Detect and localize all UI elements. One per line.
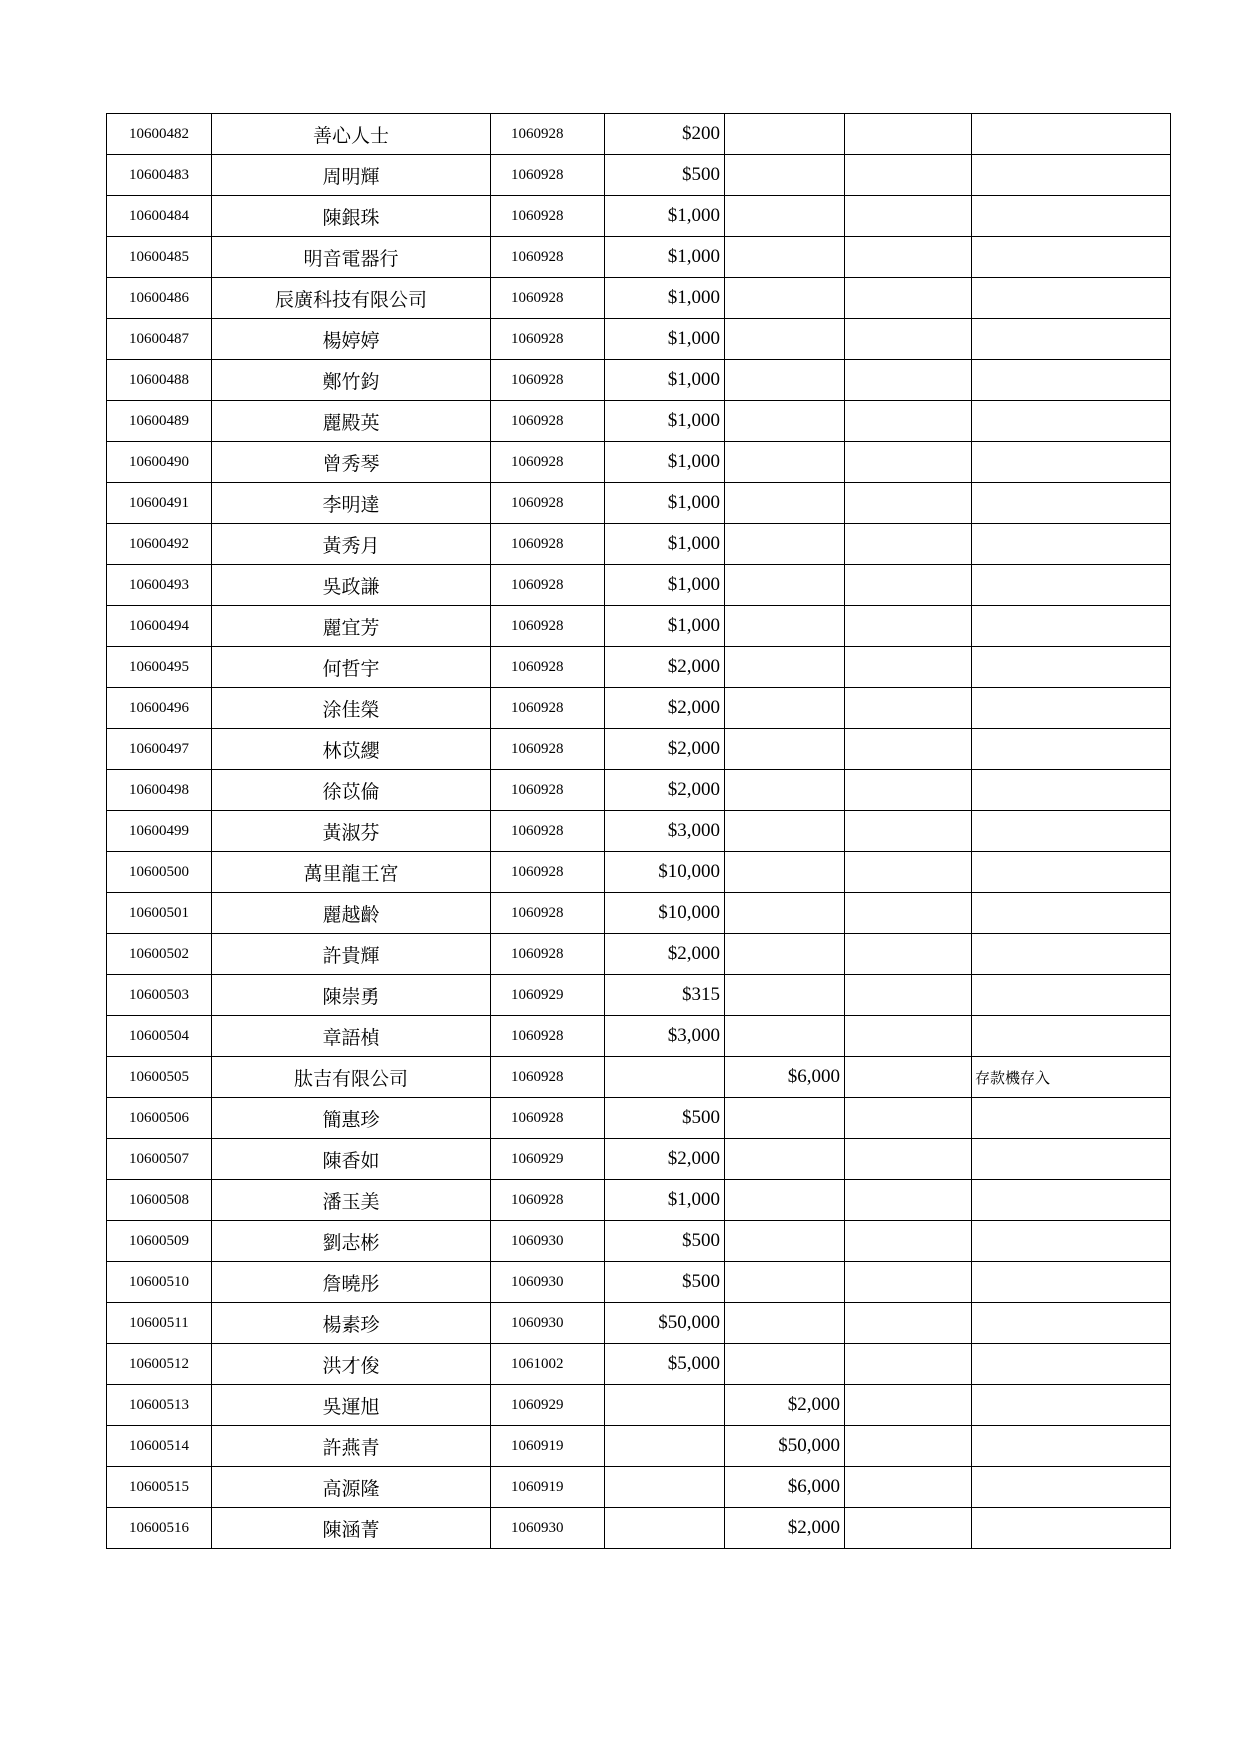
empty-cell bbox=[845, 1057, 972, 1098]
donor-name: 曾秀琴 bbox=[212, 442, 491, 483]
donation-date: 1060928 bbox=[491, 770, 605, 811]
donor-name: 章語楨 bbox=[212, 1016, 491, 1057]
empty-cell bbox=[845, 1344, 972, 1385]
donation-date: 1060928 bbox=[491, 278, 605, 319]
receipt-id: 10600506 bbox=[107, 1098, 212, 1139]
donation-date: 1060928 bbox=[491, 196, 605, 237]
table-row bbox=[107, 483, 1171, 524]
empty-cell bbox=[845, 934, 972, 975]
table-row bbox=[107, 565, 1171, 606]
donor-name: 麗殿英 bbox=[212, 401, 491, 442]
table-row bbox=[107, 1139, 1171, 1180]
table-row bbox=[107, 1385, 1171, 1426]
receipt-id: 10600487 bbox=[107, 319, 212, 360]
amount: $1,000 bbox=[605, 401, 725, 442]
amount-alt bbox=[725, 483, 845, 524]
receipt-id: 10600508 bbox=[107, 1180, 212, 1221]
donor-name: 楊婷婷 bbox=[212, 319, 491, 360]
amount-alt: $2,000 bbox=[725, 1508, 845, 1549]
table-row bbox=[107, 934, 1171, 975]
receipt-id: 10600486 bbox=[107, 278, 212, 319]
amount: $1,000 bbox=[605, 565, 725, 606]
note bbox=[972, 1262, 1171, 1303]
donor-name: 麗宜芳 bbox=[212, 606, 491, 647]
donation-date: 1060928 bbox=[491, 360, 605, 401]
donation-date: 1060928 bbox=[491, 811, 605, 852]
amount-alt bbox=[725, 852, 845, 893]
amount-alt bbox=[725, 114, 845, 155]
donation-date: 1060928 bbox=[491, 565, 605, 606]
empty-cell bbox=[845, 975, 972, 1016]
amount-alt bbox=[725, 729, 845, 770]
donation-table-body bbox=[107, 114, 1171, 1549]
empty-cell bbox=[845, 1426, 972, 1467]
donation-date: 1060928 bbox=[491, 893, 605, 934]
note bbox=[972, 975, 1171, 1016]
amount bbox=[605, 1467, 725, 1508]
receipt-id: 10600512 bbox=[107, 1344, 212, 1385]
receipt-id: 10600500 bbox=[107, 852, 212, 893]
receipt-id: 10600499 bbox=[107, 811, 212, 852]
empty-cell bbox=[845, 1467, 972, 1508]
amount: $2,000 bbox=[605, 934, 725, 975]
note bbox=[972, 688, 1171, 729]
note bbox=[972, 1139, 1171, 1180]
amount-alt bbox=[725, 565, 845, 606]
amount-alt bbox=[725, 1098, 845, 1139]
note bbox=[972, 1180, 1171, 1221]
empty-cell bbox=[845, 483, 972, 524]
note bbox=[972, 114, 1171, 155]
table-row bbox=[107, 319, 1171, 360]
donor-name: 李明達 bbox=[212, 483, 491, 524]
receipt-id: 10600504 bbox=[107, 1016, 212, 1057]
receipt-id: 10600490 bbox=[107, 442, 212, 483]
donor-name: 許貴輝 bbox=[212, 934, 491, 975]
receipt-id: 10600515 bbox=[107, 1467, 212, 1508]
donation-date: 1060928 bbox=[491, 155, 605, 196]
empty-cell bbox=[845, 1385, 972, 1426]
table-row bbox=[107, 196, 1171, 237]
donor-name: 吳運旭 bbox=[212, 1385, 491, 1426]
amount: $1,000 bbox=[605, 442, 725, 483]
empty-cell bbox=[845, 237, 972, 278]
empty-cell bbox=[845, 893, 972, 934]
donation-date: 1060928 bbox=[491, 606, 605, 647]
receipt-id: 10600509 bbox=[107, 1221, 212, 1262]
note bbox=[972, 770, 1171, 811]
amount-alt: $6,000 bbox=[725, 1057, 845, 1098]
empty-cell bbox=[845, 1508, 972, 1549]
amount: $5,000 bbox=[605, 1344, 725, 1385]
table-row bbox=[107, 524, 1171, 565]
donor-name: 善心人士 bbox=[212, 114, 491, 155]
amount: $50,000 bbox=[605, 1303, 725, 1344]
donor-name: 何哲宇 bbox=[212, 647, 491, 688]
donation-date: 1060928 bbox=[491, 934, 605, 975]
note bbox=[972, 442, 1171, 483]
donation-date: 1060928 bbox=[491, 688, 605, 729]
note bbox=[972, 606, 1171, 647]
receipt-id: 10600502 bbox=[107, 934, 212, 975]
donation-date: 1060928 bbox=[491, 1057, 605, 1098]
table-row bbox=[107, 811, 1171, 852]
empty-cell bbox=[845, 196, 972, 237]
table-row bbox=[107, 1057, 1171, 1098]
note bbox=[972, 1344, 1171, 1385]
empty-cell bbox=[845, 811, 972, 852]
note bbox=[972, 360, 1171, 401]
donor-name: 辰廣科技有限公司 bbox=[212, 278, 491, 319]
receipt-id: 10600505 bbox=[107, 1057, 212, 1098]
donor-name: 許燕青 bbox=[212, 1426, 491, 1467]
empty-cell bbox=[845, 155, 972, 196]
amount: $10,000 bbox=[605, 852, 725, 893]
empty-cell bbox=[845, 1098, 972, 1139]
table-row bbox=[107, 1508, 1171, 1549]
amount-alt bbox=[725, 360, 845, 401]
donation-date: 1060930 bbox=[491, 1221, 605, 1262]
donation-date: 1060928 bbox=[491, 319, 605, 360]
note bbox=[972, 852, 1171, 893]
note: 存款機存入 bbox=[972, 1057, 1171, 1098]
amount: $500 bbox=[605, 155, 725, 196]
donor-name: 黃秀月 bbox=[212, 524, 491, 565]
receipt-id: 10600507 bbox=[107, 1139, 212, 1180]
receipt-id: 10600514 bbox=[107, 1426, 212, 1467]
table-row bbox=[107, 729, 1171, 770]
donor-name: 潘玉美 bbox=[212, 1180, 491, 1221]
amount: $500 bbox=[605, 1221, 725, 1262]
donation-date: 1061002 bbox=[491, 1344, 605, 1385]
note bbox=[972, 1221, 1171, 1262]
amount bbox=[605, 1385, 725, 1426]
table-row bbox=[107, 278, 1171, 319]
donation-date: 1060928 bbox=[491, 647, 605, 688]
amount-alt bbox=[725, 155, 845, 196]
empty-cell bbox=[845, 647, 972, 688]
donor-name: 肽吉有限公司 bbox=[212, 1057, 491, 1098]
amount-alt bbox=[725, 1139, 845, 1180]
receipt-id: 10600496 bbox=[107, 688, 212, 729]
empty-cell bbox=[845, 1303, 972, 1344]
empty-cell bbox=[845, 360, 972, 401]
amount-alt bbox=[725, 975, 845, 1016]
donation-table bbox=[106, 113, 1171, 1549]
receipt-id: 10600516 bbox=[107, 1508, 212, 1549]
amount bbox=[605, 1426, 725, 1467]
note bbox=[972, 1016, 1171, 1057]
amount-alt bbox=[725, 1016, 845, 1057]
table-row bbox=[107, 1221, 1171, 1262]
donor-name: 明音電器行 bbox=[212, 237, 491, 278]
receipt-id: 10600501 bbox=[107, 893, 212, 934]
table-row bbox=[107, 237, 1171, 278]
amount: $1,000 bbox=[605, 196, 725, 237]
donation-date: 1060929 bbox=[491, 1385, 605, 1426]
receipt-id: 10600494 bbox=[107, 606, 212, 647]
note bbox=[972, 196, 1171, 237]
donor-name: 涂佳榮 bbox=[212, 688, 491, 729]
amount-alt bbox=[725, 319, 845, 360]
table-row bbox=[107, 893, 1171, 934]
amount: $1,000 bbox=[605, 319, 725, 360]
amount-alt bbox=[725, 606, 845, 647]
amount: $500 bbox=[605, 1098, 725, 1139]
table-row bbox=[107, 442, 1171, 483]
donor-name: 吳政謙 bbox=[212, 565, 491, 606]
empty-cell bbox=[845, 565, 972, 606]
amount: $1,000 bbox=[605, 524, 725, 565]
empty-cell bbox=[845, 278, 972, 319]
table-row bbox=[107, 401, 1171, 442]
amount-alt bbox=[725, 688, 845, 729]
empty-cell bbox=[845, 1016, 972, 1057]
note bbox=[972, 1303, 1171, 1344]
receipt-id: 10600483 bbox=[107, 155, 212, 196]
note bbox=[972, 729, 1171, 770]
donation-date: 1060928 bbox=[491, 237, 605, 278]
donation-date: 1060930 bbox=[491, 1508, 605, 1549]
donation-date: 1060928 bbox=[491, 1180, 605, 1221]
donation-date: 1060929 bbox=[491, 975, 605, 1016]
note bbox=[972, 278, 1171, 319]
table-row bbox=[107, 1262, 1171, 1303]
donor-name: 高源隆 bbox=[212, 1467, 491, 1508]
table-row bbox=[107, 647, 1171, 688]
empty-cell bbox=[845, 770, 972, 811]
note bbox=[972, 401, 1171, 442]
donor-name: 周明輝 bbox=[212, 155, 491, 196]
empty-cell bbox=[845, 1262, 972, 1303]
amount: $1,000 bbox=[605, 1180, 725, 1221]
donation-date: 1060928 bbox=[491, 401, 605, 442]
note bbox=[972, 565, 1171, 606]
table-row bbox=[107, 1016, 1171, 1057]
table-row bbox=[107, 1467, 1171, 1508]
amount-alt bbox=[725, 893, 845, 934]
empty-cell bbox=[845, 524, 972, 565]
amount-alt bbox=[725, 1180, 845, 1221]
amount: $2,000 bbox=[605, 647, 725, 688]
table-row bbox=[107, 1180, 1171, 1221]
table-row bbox=[107, 114, 1171, 155]
donation-date: 1060928 bbox=[491, 1098, 605, 1139]
amount: $200 bbox=[605, 114, 725, 155]
amount-alt bbox=[725, 442, 845, 483]
receipt-id: 10600510 bbox=[107, 1262, 212, 1303]
amount-alt bbox=[725, 934, 845, 975]
table-row bbox=[107, 155, 1171, 196]
amount-alt bbox=[725, 1262, 845, 1303]
donation-date: 1060928 bbox=[491, 852, 605, 893]
donor-name: 鄭竹鈞 bbox=[212, 360, 491, 401]
donor-name: 洪才俊 bbox=[212, 1344, 491, 1385]
empty-cell bbox=[845, 606, 972, 647]
receipt-id: 10600497 bbox=[107, 729, 212, 770]
table-row bbox=[107, 975, 1171, 1016]
donor-name: 徐苡倫 bbox=[212, 770, 491, 811]
empty-cell bbox=[845, 401, 972, 442]
donation-date: 1060928 bbox=[491, 483, 605, 524]
empty-cell bbox=[845, 114, 972, 155]
amount: $3,000 bbox=[605, 1016, 725, 1057]
amount-alt: $2,000 bbox=[725, 1385, 845, 1426]
amount: $1,000 bbox=[605, 483, 725, 524]
amount: $2,000 bbox=[605, 770, 725, 811]
table-row bbox=[107, 1426, 1171, 1467]
amount-alt bbox=[725, 647, 845, 688]
amount: $1,000 bbox=[605, 360, 725, 401]
receipt-id: 10600491 bbox=[107, 483, 212, 524]
receipt-id: 10600511 bbox=[107, 1303, 212, 1344]
donor-name: 林苡纓 bbox=[212, 729, 491, 770]
note bbox=[972, 811, 1171, 852]
donation-date: 1060929 bbox=[491, 1139, 605, 1180]
donor-name: 麗越齡 bbox=[212, 893, 491, 934]
note bbox=[972, 483, 1171, 524]
donation-date: 1060930 bbox=[491, 1262, 605, 1303]
donation-date: 1060928 bbox=[491, 114, 605, 155]
note bbox=[972, 1426, 1171, 1467]
donor-name: 陳崇勇 bbox=[212, 975, 491, 1016]
receipt-id: 10600482 bbox=[107, 114, 212, 155]
empty-cell bbox=[845, 688, 972, 729]
amount-alt bbox=[725, 770, 845, 811]
receipt-id: 10600498 bbox=[107, 770, 212, 811]
donor-name: 劉志彬 bbox=[212, 1221, 491, 1262]
table-row bbox=[107, 1344, 1171, 1385]
amount bbox=[605, 1057, 725, 1098]
note bbox=[972, 237, 1171, 278]
note bbox=[972, 934, 1171, 975]
amount-alt bbox=[725, 811, 845, 852]
table-row bbox=[107, 606, 1171, 647]
receipt-id: 10600484 bbox=[107, 196, 212, 237]
empty-cell bbox=[845, 852, 972, 893]
note bbox=[972, 1098, 1171, 1139]
amount: $500 bbox=[605, 1262, 725, 1303]
amount-alt bbox=[725, 401, 845, 442]
donation-date: 1060919 bbox=[491, 1426, 605, 1467]
empty-cell bbox=[845, 442, 972, 483]
table-row bbox=[107, 1098, 1171, 1139]
note bbox=[972, 524, 1171, 565]
amount-alt bbox=[725, 278, 845, 319]
amount-alt: $50,000 bbox=[725, 1426, 845, 1467]
note bbox=[972, 155, 1171, 196]
donor-name: 簡惠珍 bbox=[212, 1098, 491, 1139]
amount-alt bbox=[725, 1344, 845, 1385]
amount-alt bbox=[725, 237, 845, 278]
donor-name: 陳香如 bbox=[212, 1139, 491, 1180]
empty-cell bbox=[845, 1139, 972, 1180]
note bbox=[972, 1385, 1171, 1426]
amount-alt: $6,000 bbox=[725, 1467, 845, 1508]
donor-name: 黃淑芬 bbox=[212, 811, 491, 852]
donation-date: 1060928 bbox=[491, 442, 605, 483]
note bbox=[972, 893, 1171, 934]
receipt-id: 10600513 bbox=[107, 1385, 212, 1426]
amount: $315 bbox=[605, 975, 725, 1016]
amount: $1,000 bbox=[605, 278, 725, 319]
amount: $2,000 bbox=[605, 729, 725, 770]
table-row bbox=[107, 770, 1171, 811]
receipt-id: 10600493 bbox=[107, 565, 212, 606]
amount: $1,000 bbox=[605, 237, 725, 278]
empty-cell bbox=[845, 1180, 972, 1221]
donor-name: 楊素珍 bbox=[212, 1303, 491, 1344]
note bbox=[972, 1508, 1171, 1549]
amount: $1,000 bbox=[605, 606, 725, 647]
table-row bbox=[107, 852, 1171, 893]
donation-date: 1060928 bbox=[491, 524, 605, 565]
receipt-id: 10600495 bbox=[107, 647, 212, 688]
amount: $10,000 bbox=[605, 893, 725, 934]
receipt-id: 10600485 bbox=[107, 237, 212, 278]
receipt-id: 10600492 bbox=[107, 524, 212, 565]
amount bbox=[605, 1508, 725, 1549]
note bbox=[972, 1467, 1171, 1508]
donor-name: 陳銀珠 bbox=[212, 196, 491, 237]
empty-cell bbox=[845, 1221, 972, 1262]
table-row bbox=[107, 1303, 1171, 1344]
donor-name: 萬里龍王宮 bbox=[212, 852, 491, 893]
table-row bbox=[107, 360, 1171, 401]
note bbox=[972, 647, 1171, 688]
receipt-id: 10600488 bbox=[107, 360, 212, 401]
amount: $3,000 bbox=[605, 811, 725, 852]
amount: $2,000 bbox=[605, 688, 725, 729]
amount-alt bbox=[725, 1221, 845, 1262]
table-row bbox=[107, 688, 1171, 729]
donation-date: 1060919 bbox=[491, 1467, 605, 1508]
amount-alt bbox=[725, 1303, 845, 1344]
empty-cell bbox=[845, 319, 972, 360]
amount: $2,000 bbox=[605, 1139, 725, 1180]
donation-date: 1060928 bbox=[491, 1016, 605, 1057]
note bbox=[972, 319, 1171, 360]
donation-date: 1060928 bbox=[491, 729, 605, 770]
donation-date: 1060930 bbox=[491, 1303, 605, 1344]
donor-name: 陳涵菁 bbox=[212, 1508, 491, 1549]
empty-cell bbox=[845, 729, 972, 770]
receipt-id: 10600489 bbox=[107, 401, 212, 442]
amount-alt bbox=[725, 196, 845, 237]
donor-name: 詹曉彤 bbox=[212, 1262, 491, 1303]
receipt-id: 10600503 bbox=[107, 975, 212, 1016]
amount-alt bbox=[725, 524, 845, 565]
